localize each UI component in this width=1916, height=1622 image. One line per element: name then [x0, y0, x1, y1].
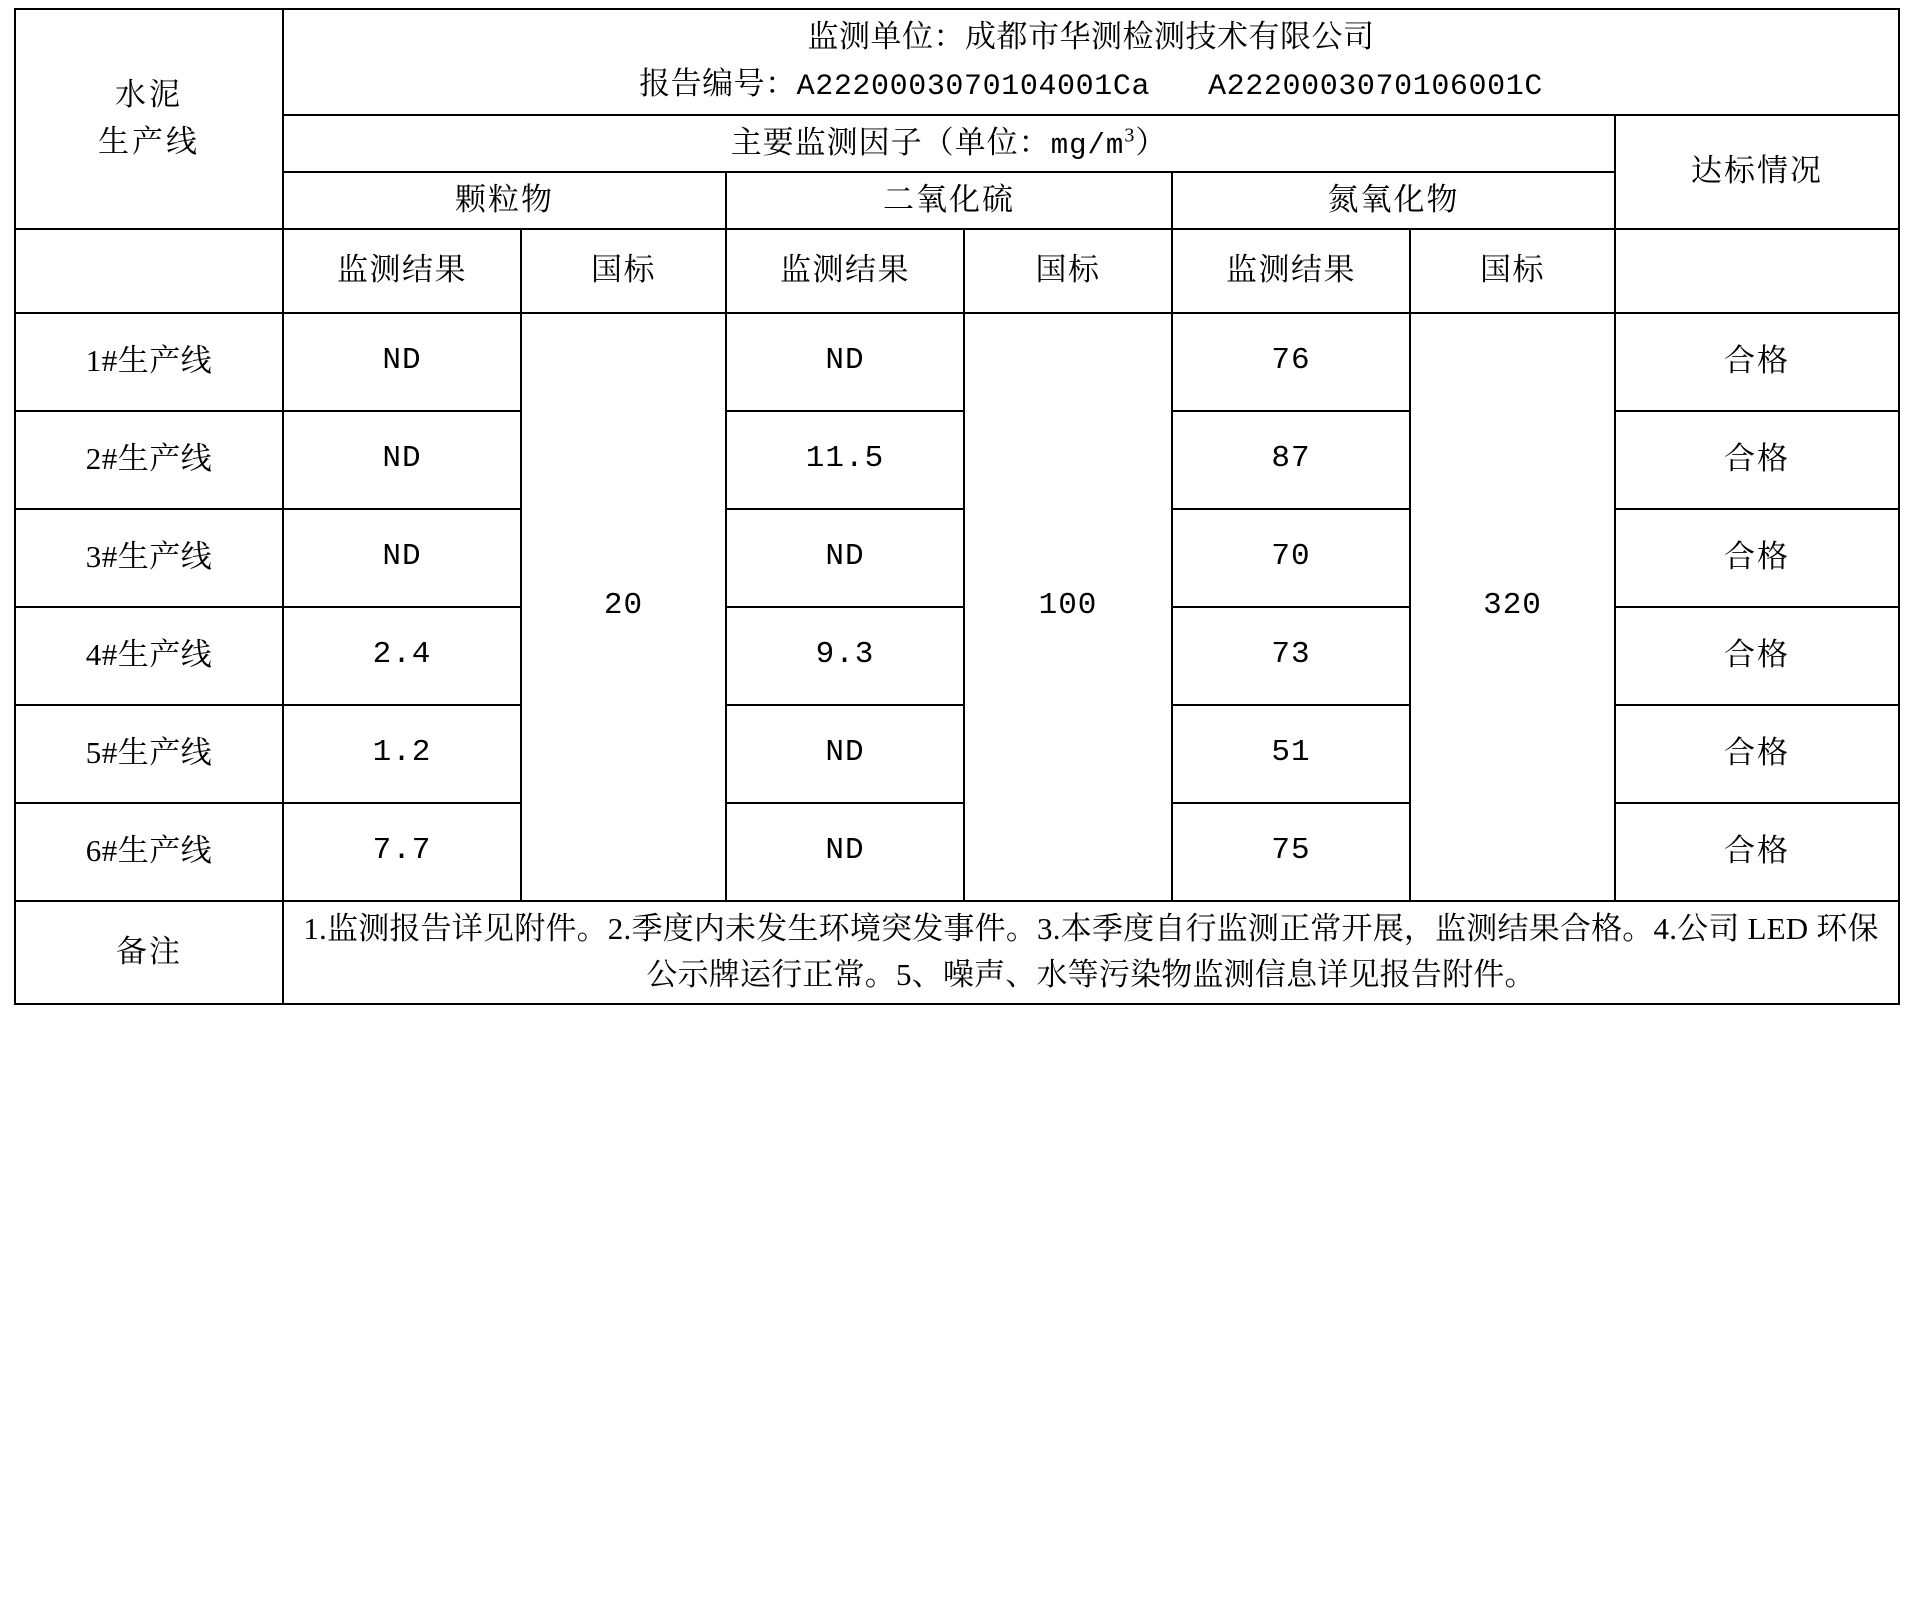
standard-value-pm: 20 [521, 313, 726, 901]
report-number-1: A2220003070104001Ca [796, 69, 1151, 104]
organization-label: 监测单位： [807, 19, 966, 54]
cell-nox-3: 70 [1172, 509, 1410, 607]
factor-title-cell [283, 115, 1615, 173]
cell-status-4: 合格 [1615, 607, 1899, 705]
row-header-title-line1: 水泥 [115, 77, 183, 113]
note-row [15, 901, 1899, 1004]
cell-status-1: 合格 [1615, 313, 1899, 411]
cell-status-6: 合格 [1615, 803, 1899, 901]
cell-pm-4: 2.4 [283, 607, 521, 705]
report-number-label: 报告编号： [639, 65, 797, 101]
column-header-nox-standard: 国标 [1410, 229, 1615, 313]
organization-line [290, 14, 1892, 61]
report-number-line [290, 61, 1892, 110]
table-row [15, 313, 1899, 411]
column-header-compliance-blank [1615, 229, 1899, 313]
row-label-4: 4#生产线 [15, 607, 283, 705]
row-label-1: 1#生产线 [15, 313, 283, 411]
cell-nox-6: 75 [1172, 803, 1410, 901]
cell-status-2: 合格 [1615, 411, 1899, 509]
cell-so2-3: ND [726, 509, 964, 607]
organization-value: 成都市华测检测技术有限公司 [965, 19, 1375, 54]
factor-title-suffix: ） [1135, 124, 1168, 160]
factor-name-pm: 颗粒物 [283, 172, 726, 229]
factor-unit: mg/m [1050, 128, 1125, 162]
column-header-so2-result: 监测结果 [726, 229, 964, 313]
cell-so2-2: 11.5 [726, 411, 964, 509]
header-row-org [15, 9, 1899, 115]
column-header-pm-result: 监测结果 [283, 229, 521, 313]
row-header-title [15, 9, 283, 229]
table-row [15, 803, 1899, 901]
column-header-nox-result: 监测结果 [1172, 229, 1410, 313]
factor-name-so2: 二氧化硫 [726, 172, 1172, 229]
header-row-factor-title [15, 115, 1899, 173]
cell-pm-6: 7.7 [283, 803, 521, 901]
cell-status-3: 合格 [1615, 509, 1899, 607]
cell-so2-1: ND [726, 313, 964, 411]
column-header-pm-standard: 国标 [521, 229, 726, 313]
column-header-line [15, 229, 283, 313]
header-row-columns [15, 229, 1899, 313]
factor-title-prefix: 主要监测因子（单位： [730, 124, 1051, 160]
report-number-2: A2220003070106001C [1208, 69, 1543, 104]
compliance-header: 达标情况 [1615, 115, 1899, 229]
row-label-2: 2#生产线 [15, 411, 283, 509]
monitoring-report-table [14, 8, 1900, 1005]
column-header-so2-standard: 国标 [964, 229, 1172, 313]
cell-so2-6: ND [726, 803, 964, 901]
cell-pm-5: 1.2 [283, 705, 521, 803]
table-row [15, 509, 1899, 607]
standard-value-nox: 320 [1410, 313, 1615, 901]
cell-so2-5: ND [726, 705, 964, 803]
cell-pm-3: ND [283, 509, 521, 607]
note-text: 1.监测报告详见附件。2.季度内未发生环境突发事件。3.本季度自行监测正常开展，监测结果合格。4.公司 LED 环保公示牌运行正常。5、噪声、水等污染物监测信息详见报告附件。 [283, 901, 1899, 1004]
organization-and-report-cell [283, 9, 1899, 115]
cell-nox-4: 73 [1172, 607, 1410, 705]
row-header-title-line2: 生产线 [98, 123, 200, 159]
cell-so2-4: 9.3 [726, 607, 964, 705]
standard-value-so2: 100 [964, 313, 1172, 901]
cell-nox-5: 51 [1172, 705, 1410, 803]
cell-nox-2: 87 [1172, 411, 1410, 509]
table-row [15, 705, 1899, 803]
cell-pm-2: ND [283, 411, 521, 509]
row-label-5: 5#生产线 [15, 705, 283, 803]
row-label-6: 6#生产线 [15, 803, 283, 901]
row-label-3: 3#生产线 [15, 509, 283, 607]
cell-pm-1: ND [283, 313, 521, 411]
table-row [15, 607, 1899, 705]
factor-name-nox: 氮氧化物 [1172, 172, 1615, 229]
cell-nox-1: 76 [1172, 313, 1410, 411]
table-row [15, 411, 1899, 509]
cell-status-5: 合格 [1615, 705, 1899, 803]
note-label: 备注 [15, 901, 283, 1004]
factor-unit-exponent: 3 [1124, 124, 1136, 147]
